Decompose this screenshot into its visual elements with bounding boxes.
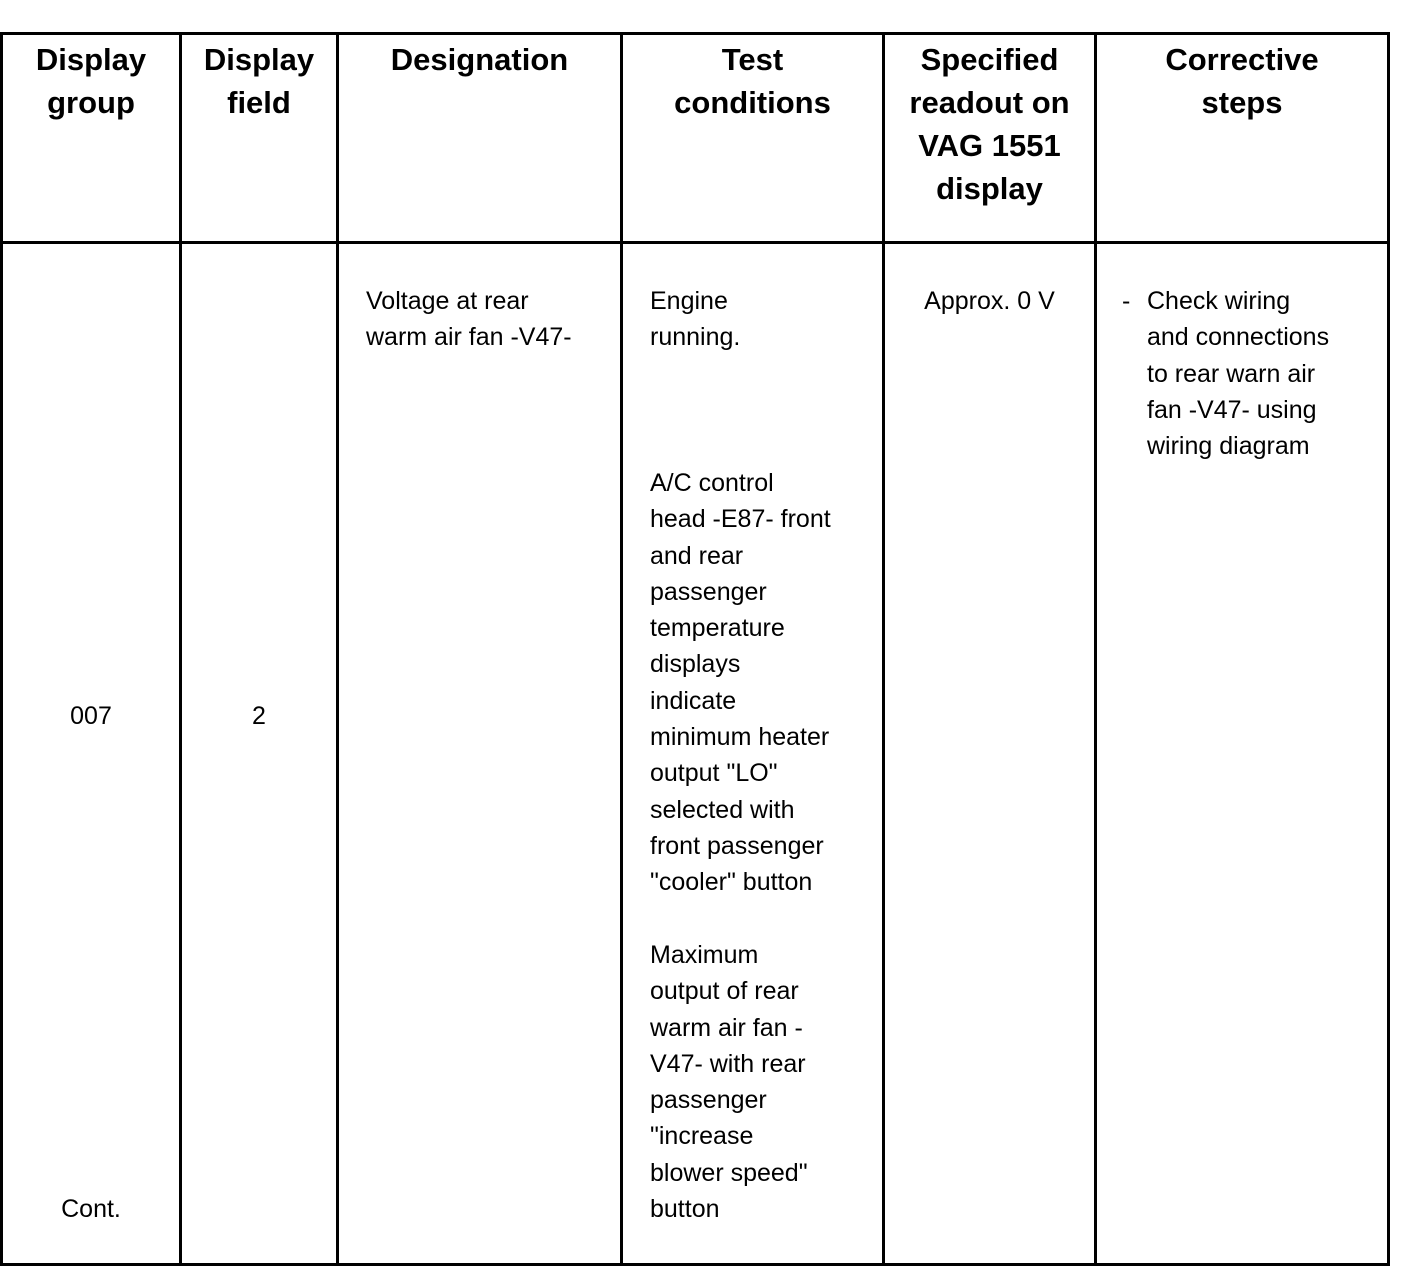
column-divider (620, 32, 623, 1266)
designation-text: Voltage at rear warm air fan -V47- (366, 287, 572, 352)
corrective-bullet: - (1122, 287, 1131, 315)
display-group-value: 007 (70, 702, 112, 730)
header-corrective-steps: Corrective steps (1165, 42, 1319, 120)
header-divider (0, 241, 1390, 244)
header-specified-readout: Specified readout on VAG 1551 display (909, 42, 1070, 206)
header-designation: Designation (390, 42, 569, 77)
column-divider (1094, 32, 1097, 1266)
header-display-group: Display group (35, 42, 147, 120)
column-divider (336, 32, 339, 1266)
specified-readout-value: Approx. 0 V (924, 287, 1055, 315)
test-condition-3: Maximum output of rear warm air fan - V47- with rear passenger "increase blower speed" button (650, 941, 808, 1224)
corrective-steps-text: Check wiring and connections to rear warn air fan -V47- using wiring diagram (1147, 287, 1330, 461)
display-field-value: 2 (252, 702, 266, 730)
column-divider (179, 32, 182, 1266)
display-group-cont: Cont. (61, 1195, 121, 1223)
header-display-field: Display field (203, 42, 315, 120)
test-condition-1: Engine running. (650, 287, 741, 352)
test-condition-2: A/C control head -E87- front and rear passenger temperature displays indicate minimum heater output "LO" selected with front passenger "cooler" button (650, 469, 831, 897)
header-test-conditions: Test conditions (674, 42, 831, 120)
column-divider (882, 32, 885, 1266)
